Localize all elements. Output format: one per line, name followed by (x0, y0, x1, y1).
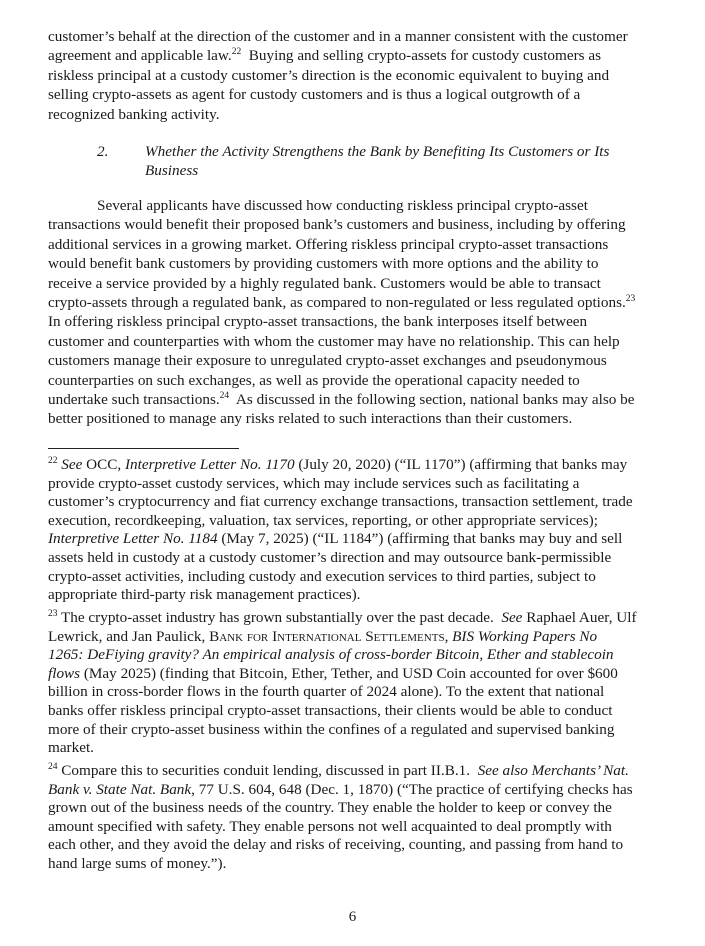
text-line: crypto-asset activities, including custody and execution services to third parties, subject to (48, 567, 596, 585)
footnote-22 (48, 456, 654, 605)
text-line (48, 46, 654, 65)
text-line (48, 665, 654, 684)
text-line (48, 456, 654, 475)
text-fragment: The crypto-asset industry has grown substantially over the past decade. (57, 609, 502, 626)
text-line: transactions would benefit their proposed bank’s customers and business, including by offering (48, 216, 626, 234)
text-line (48, 762, 654, 781)
citation-title: BIS Working Papers No (452, 627, 598, 645)
text-line (48, 628, 654, 647)
text-line: would benefit bank customers by providing customers with more options and the ability to (48, 255, 599, 273)
text-line: riskless principal at a custody customer’s direction is the economic equivalent to buying and (48, 66, 610, 84)
citation-title: See also Merchants’ Nat. (477, 762, 629, 779)
continuation-paragraph (48, 27, 654, 124)
section-number: 2. (97, 143, 109, 160)
text-line: assets held in custody at a custody customer’s direction and may outsource bank-permissible (48, 548, 612, 566)
text-line: additional services in a growing market. Offering riskless principal crypto-asset transactions (48, 235, 609, 253)
text-fragment: Raphael Auer, Ulf (522, 609, 637, 626)
text-line: appropriate third-party risk management practices). (48, 586, 361, 604)
text-fragment: As discussed in the following section, national banks may also be (229, 391, 635, 409)
text-fragment: Buying and selling crypto-assets for custody customers as (241, 47, 602, 65)
publisher-name: Bank for International Settlements (209, 627, 445, 645)
text-line: recognized banking activity. (48, 105, 220, 123)
footnote-ref-24[interactable]: 24 (219, 391, 230, 402)
text-line: banks offer riskless principal crypto-asset transactions, their clients would be able to conduct (48, 701, 613, 719)
text-line: each other, and they avoid the delay and risks of receiving, counting, and passing from hand to (48, 836, 624, 854)
text-line: billion in cross-border flows in the fourth quarter of 2024 alone). To the extent that national (48, 683, 605, 701)
text-line: counterparties on such exchanges, as well as provide the operational capacity needed to (48, 371, 580, 389)
text-line: execution, recordkeeping, valuation, tax services, reporting, or other appropriate services); (48, 511, 598, 529)
text-line (48, 609, 654, 628)
text-line: better positioned to manage any risks related to such interactions than their customers. (48, 410, 573, 428)
section-title-line: Business (145, 162, 199, 180)
text-fragment: undertake such transactions. (48, 391, 220, 409)
text-line (48, 390, 654, 409)
footnote-separator (48, 448, 239, 449)
text-line (48, 293, 654, 312)
text-line: receive a service provided by a highly regulated bank. Customers would be able to transact (48, 274, 601, 292)
text-fragment: (May 7, 2025) (“IL 1184”) (affirming that banks may buy and sell (217, 530, 623, 548)
footnote-mark: 22 (48, 456, 58, 466)
text-fragment: OCC, (82, 456, 125, 473)
text-fragment: (July 20, 2020) (“IL 1170”) (affirming that banks may (294, 456, 628, 473)
text-line (48, 530, 654, 549)
text-line: market. (48, 739, 94, 757)
text-line: selling crypto-assets as agent for custody customers and is thus a logical outgrowth of a (48, 86, 581, 104)
text-line: In offering riskless principal crypto-asset transactions, the bank interposes itself between (48, 313, 588, 331)
text-line: customer’s cryptocurrency and fiat currency exchange transactions, transaction settlement, trade (48, 493, 633, 511)
citation-title: 1265: DeFiying gravity? An empirical analysis of cross-border Bitcoin, Ether and stablecoin (48, 646, 614, 664)
citation-title: Bank v. State Nat. Bank (48, 780, 192, 798)
text-line: more of their crypto-asset business within the confines of a regulated and supervised banking (48, 720, 615, 738)
text-line: amount specified with safety. They enable persons not well acquainted to deal promptly with (48, 817, 612, 835)
text-fragment: , (444, 627, 453, 645)
signal-see: See (61, 456, 83, 473)
text-fragment: , 77 U.S. 604, 648 (Dec. 1, 1870) (“The practice of certifying checks has (191, 780, 633, 798)
footnote-24 (48, 762, 654, 874)
footnote-mark: 24 (48, 762, 58, 772)
text-line: grown out of the business needs of the country. They enable the holder to keep or convey the (48, 799, 612, 817)
footnote-ref-22[interactable]: 22 (231, 47, 242, 58)
text-line: hand large sums of money.”). (48, 854, 227, 872)
section-title (145, 142, 609, 181)
text-line: customer’s behalf at the direction of the customer and in a manner consistent with the customer (48, 28, 628, 45)
section-title-line: Whether the Activity Strengthens the Bank by Benefiting Its Customers or Its (145, 143, 610, 160)
main-paragraph (48, 196, 654, 429)
text-line (48, 646, 654, 665)
citation-title: flows (48, 664, 81, 682)
citation-title: Interpretive Letter No. 1184 (48, 530, 218, 548)
signal-see: See (501, 609, 523, 626)
text-line (48, 781, 654, 800)
text-fragment: agreement and applicable law. (48, 47, 232, 65)
text-fragment: crypto-assets through a regulated bank, as compared to non-regulated or less regulated options. (48, 294, 626, 312)
footnote-mark: 23 (48, 609, 58, 619)
text-line: provide crypto-asset custody services, which may include services such as facilitating a (48, 474, 580, 492)
text-fragment: Lewrick, and Jan Paulick, (48, 627, 210, 645)
text-fragment: (May 2025) (finding that Bitcoin, Ether, Tether, and USD Coin accounted for over $600 (80, 664, 618, 682)
text-line: customer and counterparties with whom the customer may have no relationship. This can help (48, 332, 620, 350)
footnote-ref-23[interactable]: 23 (625, 294, 636, 305)
footnote-23 (48, 609, 654, 758)
text-line: customers manage their exposure to unregulated crypto-asset exchanges and pseudonymous (48, 352, 607, 370)
citation-title: Interpretive Letter No. 1170 (125, 456, 295, 473)
text-fragment: Compare this to securities conduit lending, discussed in part II.B.1. (57, 762, 478, 779)
text-line: Several applicants have discussed how conducting riskless principal crypto-asset (97, 197, 588, 214)
page-number: 6 (348, 909, 357, 925)
